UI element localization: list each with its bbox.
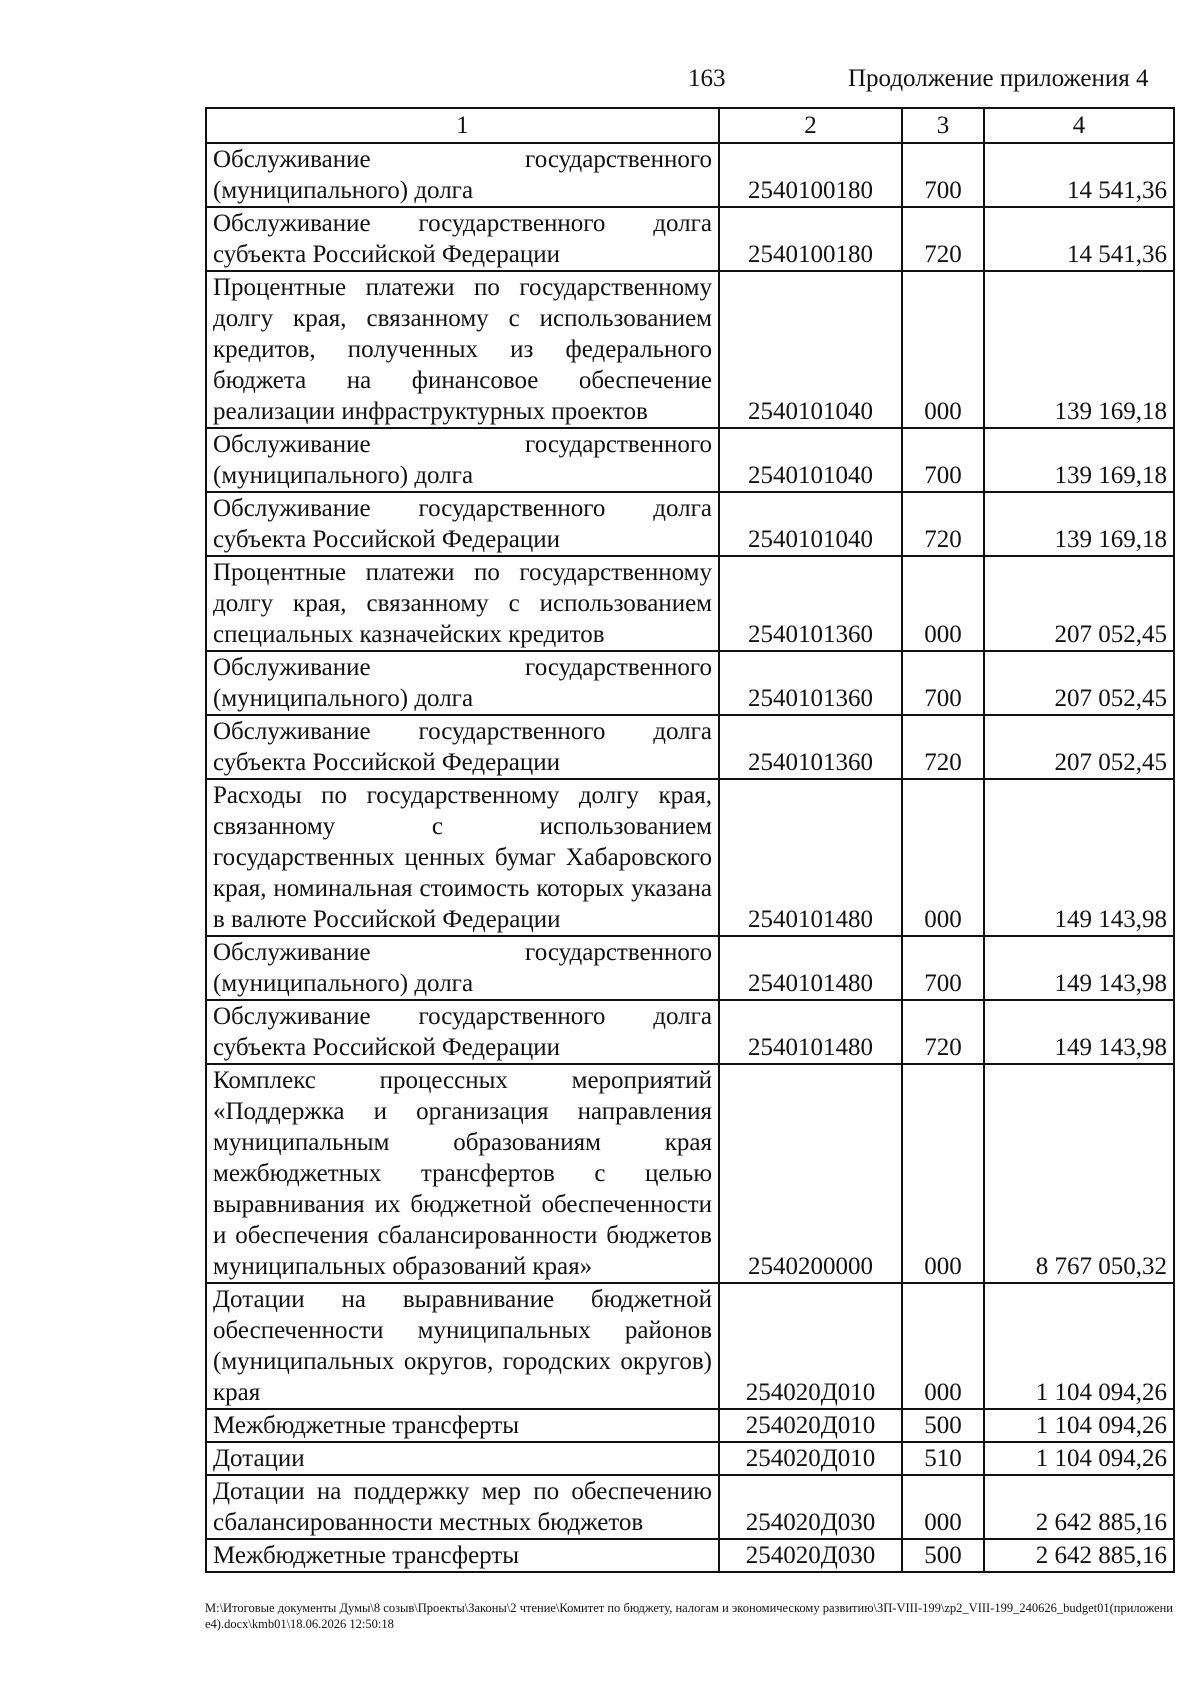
expense-type-cell: 000 [902, 1475, 984, 1539]
target-code-cell: 2540101360 [719, 715, 902, 779]
amount-cell: 207 052,45 [984, 651, 1174, 715]
target-code-cell: 2540101480 [719, 779, 902, 936]
target-code-cell: 2540101040 [719, 492, 902, 556]
expense-type-cell: 720 [902, 715, 984, 779]
table-row [206, 715, 1174, 779]
table-row [206, 1064, 1174, 1283]
target-code-cell: 254020Д010 [719, 1409, 902, 1442]
amount-cell: 1 104 094,26 [984, 1283, 1174, 1409]
target-code-cell: 254020Д030 [719, 1539, 902, 1572]
amount-cell: 8 767 050,32 [984, 1064, 1174, 1283]
table-row [206, 556, 1174, 651]
expense-name-cell: Расходы по государственному долгу края, связанному с использованием государственных ценных бумаг Хабаровского края, номинальная стоимость которых указана в валюте Российской Федерации [206, 779, 719, 936]
target-code-cell: 254020Д010 [719, 1283, 902, 1409]
column-header-3: 3 [902, 108, 984, 143]
target-code-cell: 2540101040 [719, 428, 902, 492]
expense-type-cell: 700 [902, 143, 984, 207]
expense-name-cell: Обслуживание государственного долга субъекта Российской Федерации [206, 207, 719, 271]
target-code-cell: 2540100180 [719, 143, 902, 207]
target-code-cell: 2540101480 [719, 936, 902, 1000]
target-code-cell: 254020Д010 [719, 1442, 902, 1475]
amount-cell: 139 169,18 [984, 492, 1174, 556]
amount-cell: 149 143,98 [984, 1000, 1174, 1064]
document-file-path: M:\Итоговые документы Думы\8 созыв\Проекты\Законы\2 чтение\Комитет по бюджету, налогам и экономическому развитию\ЗП-VIII-199\zp2_VIII-199_240626_budget01(приложение4).docx\kmb01\18.06.2026 12:50:18 [205, 1601, 1173, 1631]
target-code-cell: 2540200000 [719, 1064, 902, 1283]
amount-cell: 1 104 094,26 [984, 1409, 1174, 1442]
table-row [206, 1283, 1174, 1409]
expense-type-cell: 000 [902, 779, 984, 936]
table-row [206, 143, 1174, 207]
amount-cell: 139 169,18 [984, 428, 1174, 492]
expense-name-cell: Комплекс процессных мероприятий «Поддержка и организация направления муниципальным образованиям края межбюджетных трансфертов с целью выравнивания их бюджетной обеспеченности и обеспечения сбалансированности бюджетов муниципальных образований края» [206, 1064, 719, 1283]
expense-type-cell: 000 [902, 271, 984, 428]
expense-name-cell: Дотации [206, 1442, 719, 1475]
amount-cell: 2 642 885,16 [984, 1539, 1174, 1572]
amount-cell: 139 169,18 [984, 271, 1174, 428]
expense-name-cell: Обслуживание государственного (муниципального) долга [206, 651, 719, 715]
expense-type-cell: 700 [902, 428, 984, 492]
target-code-cell: 2540101040 [719, 271, 902, 428]
appendix-continuation-label: Продолжение приложения 4 [848, 65, 1149, 92]
column-header-1: 1 [206, 108, 719, 143]
expense-name-cell: Межбюджетные трансферты [206, 1539, 719, 1572]
expense-name-cell: Дотации на выравнивание бюджетной обеспеченности муниципальных районов (муниципальных округов, городских округов) края [206, 1283, 719, 1409]
expense-name-cell: Обслуживание государственного долга субъекта Российской Федерации [206, 492, 719, 556]
page-number: 163 [688, 65, 726, 92]
target-code-cell: 2540101360 [719, 556, 902, 651]
table-row [206, 651, 1174, 715]
table-row [206, 1475, 1174, 1539]
column-header-4: 4 [984, 108, 1174, 143]
amount-cell: 149 143,98 [984, 779, 1174, 936]
expense-name-cell: Межбюджетные трансферты [206, 1409, 719, 1442]
expense-type-cell: 700 [902, 936, 984, 1000]
table-row [206, 1000, 1174, 1064]
table-row [206, 492, 1174, 556]
expense-name-cell: Обслуживание государственного (муниципального) долга [206, 936, 719, 1000]
amount-cell: 1 104 094,26 [984, 1442, 1174, 1475]
expense-type-cell: 000 [902, 1283, 984, 1409]
expense-type-cell: 000 [902, 556, 984, 651]
target-code-cell: 2540101360 [719, 651, 902, 715]
table-row [206, 207, 1174, 271]
expense-name-cell: Обслуживание государственного (муниципального) долга [206, 428, 719, 492]
expense-name-cell: Дотации на поддержку мер по обеспечению сбалансированности местных бюджетов [206, 1475, 719, 1539]
table-row [206, 936, 1174, 1000]
target-code-cell: 2540100180 [719, 207, 902, 271]
expense-name-cell: Процентные платежи по государственному долгу края, связанному с использованием специальных казначейских кредитов [206, 556, 719, 651]
target-code-cell: 254020Д030 [719, 1475, 902, 1539]
amount-cell: 149 143,98 [984, 936, 1174, 1000]
expense-name-cell: Процентные платежи по государственному долгу края, связанному с использованием кредитов, полученных из федерального бюджета на финансовое обеспечение реализации инфраструктурных проектов [206, 271, 719, 428]
table-row [206, 428, 1174, 492]
expense-type-cell: 720 [902, 492, 984, 556]
expense-type-cell: 510 [902, 1442, 984, 1475]
table-row [206, 271, 1174, 428]
expense-type-cell: 720 [902, 207, 984, 271]
expense-name-cell: Обслуживание государственного долга субъекта Российской Федерации [206, 715, 719, 779]
amount-cell: 2 642 885,16 [984, 1475, 1174, 1539]
expense-type-cell: 000 [902, 1064, 984, 1283]
expense-type-cell: 700 [902, 651, 984, 715]
table-row [206, 779, 1174, 936]
amount-cell: 14 541,36 [984, 143, 1174, 207]
expense-name-cell: Обслуживание государственного (муниципального) долга [206, 143, 719, 207]
amount-cell: 207 052,45 [984, 556, 1174, 651]
table-row [206, 1442, 1174, 1475]
expense-type-cell: 500 [902, 1539, 984, 1572]
table-header-row [206, 108, 1174, 143]
expense-type-cell: 720 [902, 1000, 984, 1064]
expense-name-cell: Обслуживание государственного долга субъекта Российской Федерации [206, 1000, 719, 1064]
amount-cell: 14 541,36 [984, 207, 1174, 271]
budget-table [205, 107, 1175, 1573]
amount-cell: 207 052,45 [984, 715, 1174, 779]
table-row [206, 1409, 1174, 1442]
target-code-cell: 2540101480 [719, 1000, 902, 1064]
expense-type-cell: 500 [902, 1409, 984, 1442]
column-header-2: 2 [719, 108, 902, 143]
table-row [206, 1539, 1174, 1572]
table-body [206, 143, 1174, 1572]
